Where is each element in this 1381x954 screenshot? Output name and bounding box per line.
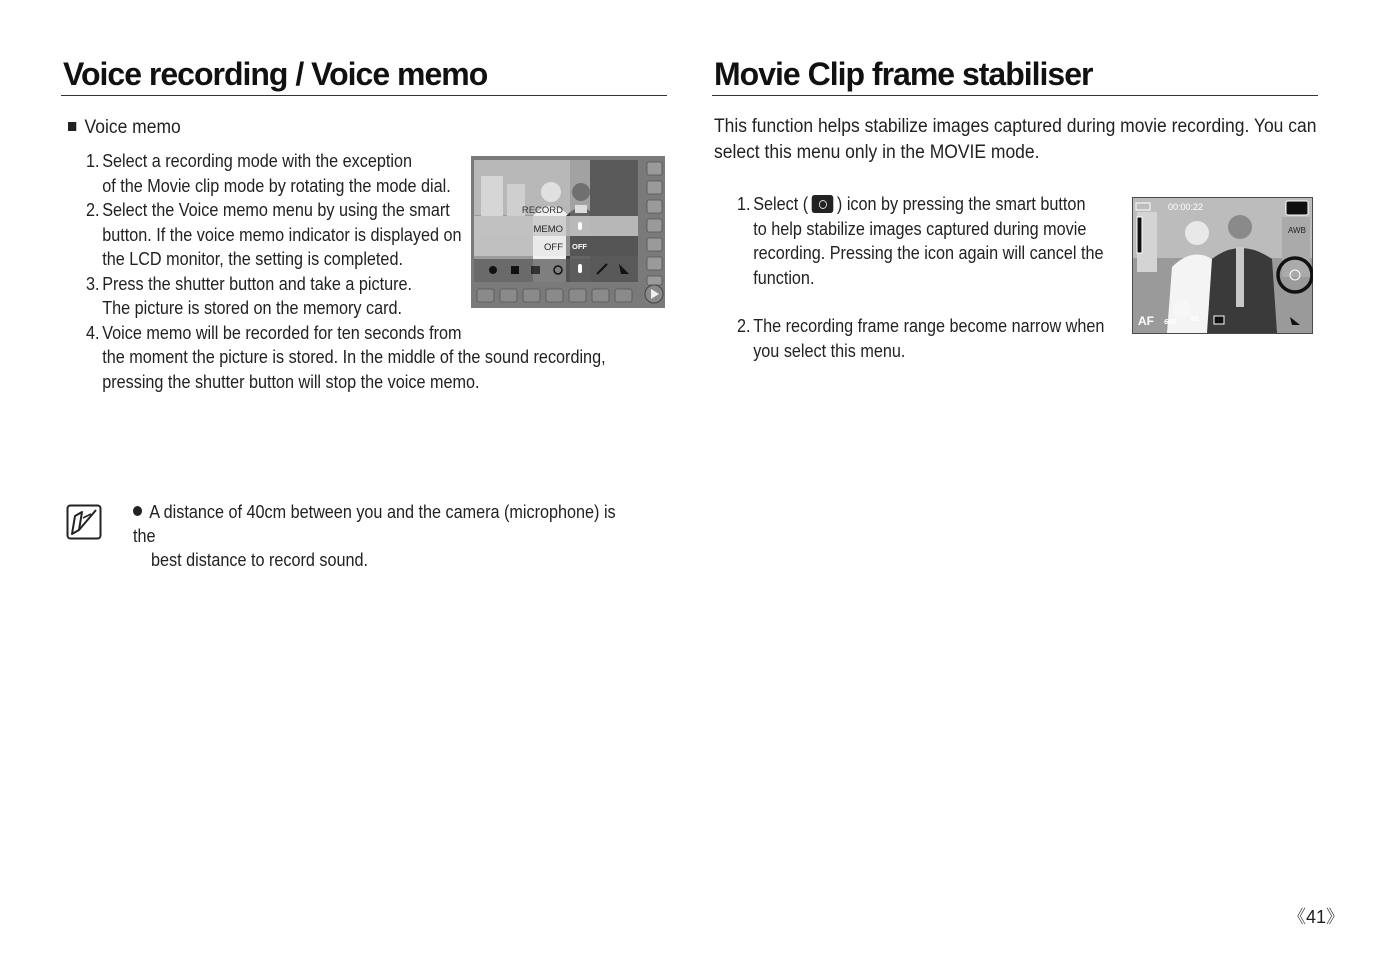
- quality-icon: [1214, 316, 1224, 324]
- step-line: recording. Pressing the icon again will cancel the: [753, 243, 1104, 263]
- movie-lcd-screenshot: [1132, 197, 1313, 334]
- step-line: pressing the shutter button will stop the voice memo.: [102, 371, 480, 392]
- voice-memo-subtitle: [68, 117, 181, 139]
- subtitle-text: Voice memo: [84, 117, 181, 138]
- page-number: 《41》: [1288, 907, 1345, 927]
- right-title-rule: [712, 95, 1318, 96]
- memo-label: MEMO: [533, 224, 563, 235]
- step-number: 2.: [737, 316, 751, 336]
- zoom-bar-icon: [1137, 217, 1142, 253]
- left-title-rule: [61, 95, 667, 96]
- movie-timer: 00:00:22: [1168, 202, 1204, 212]
- step-line: of the Movie clip mode by rotating the mode dial.: [102, 175, 451, 196]
- step-number: 3.: [86, 273, 100, 294]
- right-title: Movie Clip frame stabiliser: [714, 56, 1093, 92]
- note-text: [133, 500, 637, 572]
- left-title: Voice recording / Voice memo: [63, 56, 488, 92]
- step-1: [737, 192, 1115, 290]
- stabiliser-icon: [812, 195, 834, 213]
- movie-mode-icon: [1286, 201, 1308, 215]
- off-label: OFF: [544, 242, 563, 253]
- note-line: best distance to record sound.: [151, 550, 369, 570]
- step-2: [737, 314, 1115, 363]
- fps-indicator: 30: [1190, 314, 1199, 323]
- off-badge: OFF: [572, 242, 587, 251]
- square-bullet-icon: [68, 122, 76, 131]
- step-line: to help stabilize images captured during movie: [753, 218, 1087, 239]
- voice-memo-lcd-screenshot: [471, 156, 665, 308]
- microphone-icon: [578, 222, 582, 230]
- bullet-icon: [133, 506, 142, 516]
- note-line: A distance of 40cm between you and the camera (microphone) is the: [133, 502, 616, 546]
- step-number: 4.: [86, 322, 100, 343]
- step-line: the LCD monitor, the setting is completed.: [102, 249, 403, 269]
- awb-indicator: AWB: [1288, 226, 1306, 235]
- step-number: 2.: [86, 200, 100, 220]
- lcd-bottom-buttons: [477, 289, 632, 302]
- step-text: ) icon by pressing the smart button: [836, 194, 1086, 214]
- af-indicator: AF: [1138, 314, 1154, 328]
- step-line: function.: [753, 267, 815, 288]
- intro-paragraph: [714, 114, 1335, 166]
- step-text: Select (: [753, 194, 809, 214]
- step-line: Select a recording mode with the exception: [102, 151, 412, 171]
- step-line: the moment the picture is stored. In the middle of the sound recording,: [102, 347, 606, 367]
- resolution-indicator: 640: [1164, 317, 1177, 326]
- step-line: Select the Voice memo menu by using the smart: [102, 200, 450, 220]
- step-number: 1.: [86, 151, 100, 171]
- step-line: The picture is stored on the memory card.: [102, 298, 403, 318]
- step-number: 1.: [737, 194, 751, 214]
- record-icon: [575, 205, 587, 213]
- step-line: Voice memo will be recorded for ten seconds from: [102, 322, 462, 343]
- step-line: Press the shutter button and take a picture.: [102, 273, 412, 294]
- record-label: RECORD: [521, 205, 563, 216]
- right-steps: [737, 192, 1115, 363]
- intro-line: select this menu only in the MOVIE mode.: [714, 142, 1040, 163]
- step-line: The recording frame range become narrow when: [753, 316, 1105, 336]
- step-4: [86, 321, 608, 395]
- step-line: you select this menu.: [753, 340, 906, 361]
- step-line: button. If the voice memo indicator is displayed on: [102, 224, 462, 245]
- note-icon: [66, 504, 102, 540]
- intro-line: This function helps stabilize images captured during movie recording. You can: [714, 116, 1317, 137]
